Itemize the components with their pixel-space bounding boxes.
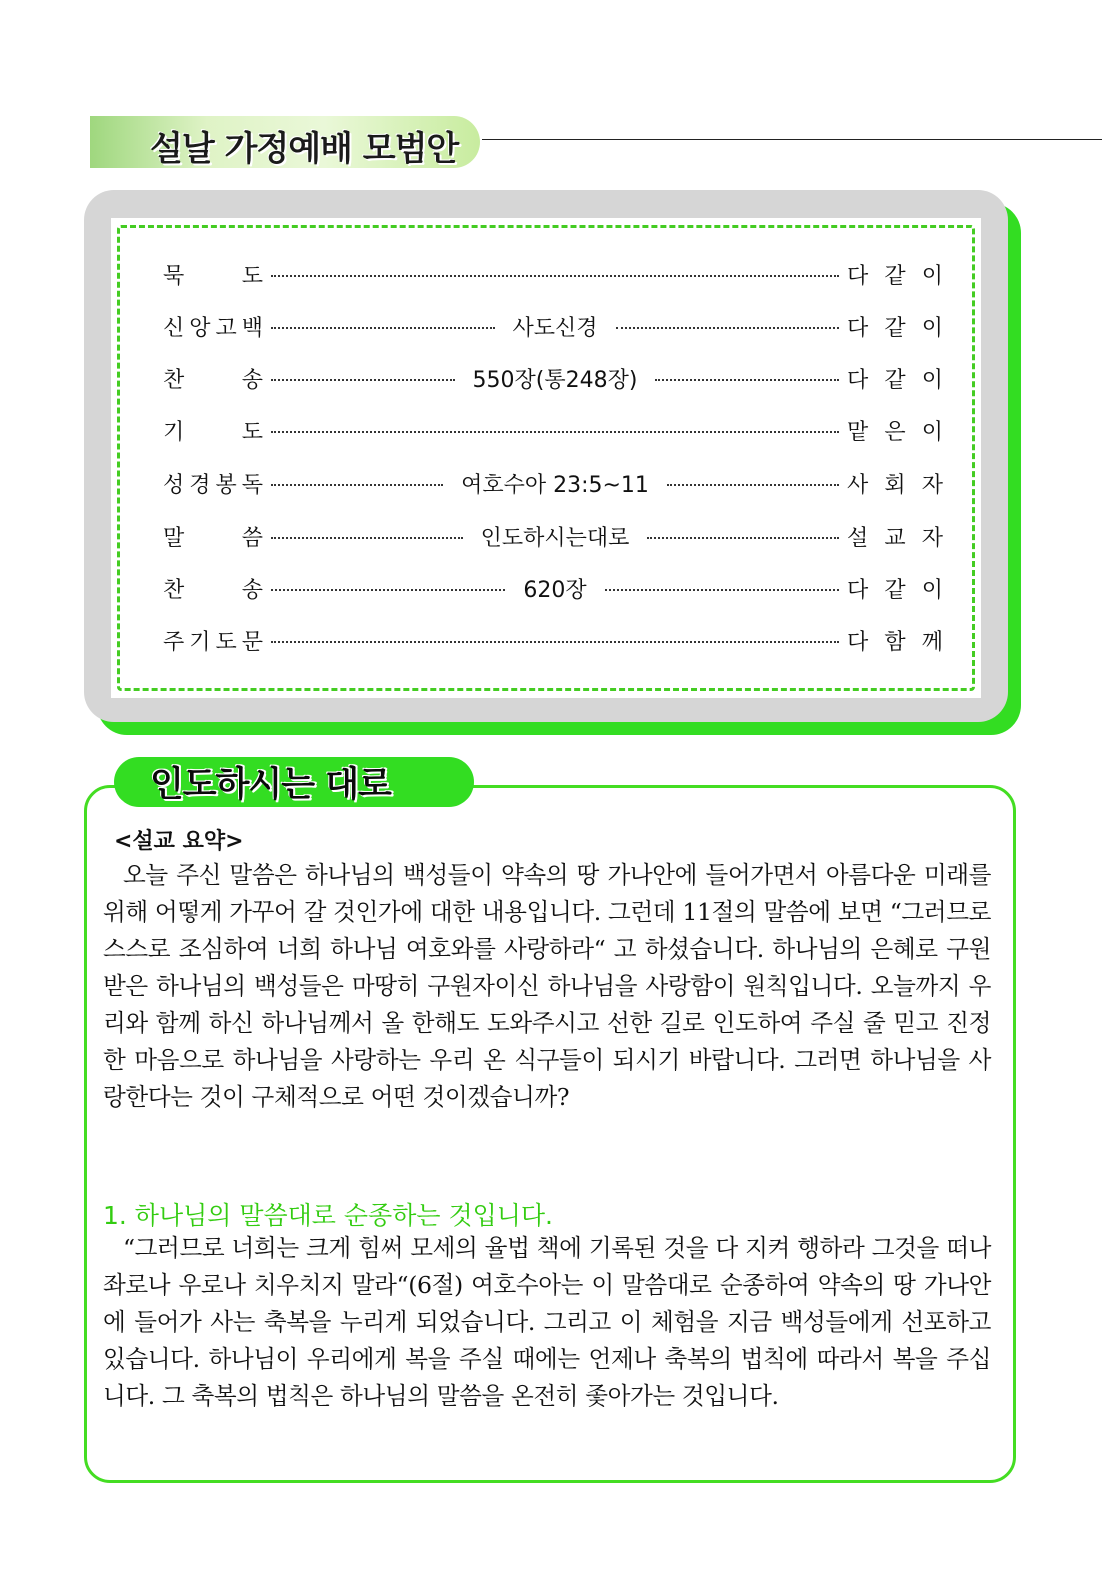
section-heading-1: 1. 하나님의 말씀대로 순종하는 것입니다. xyxy=(103,1201,553,1230)
order-leader: 맡 은 이 xyxy=(847,419,943,445)
page-title: 설날 가정예배 모범안 xyxy=(150,129,459,169)
order-part-label: 신 앙 고 백 xyxy=(163,315,263,341)
order-part-label: 찬 송 xyxy=(163,577,263,603)
order-leader: 설 교 자 xyxy=(847,525,943,551)
order-row xyxy=(163,254,943,294)
order-leader: 다 같 이 xyxy=(847,577,943,603)
order-row xyxy=(163,410,943,450)
order-row xyxy=(163,463,943,503)
sermon-summary-text: 오늘 주신 말씀은 하나님의 백성들이 약속의 땅 가나안에 들어가면서 아름다운 미래를 위해 어떻게 가꾸어 갈 것인가에 대한 내용입니다. 그런데 11절의 말씀에 보면 “그러므로 스스로 조심하여 너희 하나님 여호와를 사랑하라“ 고 하셨습니다. 하나님의 은혜로 구원받은 하나님의 백성들은 마땅히 구원자이신 하나님을 사랑함이 원칙입니다. 오늘까지 우리와 함께 하신 하나님께서 올 한해도 도와주시고 선한 길로 인도하여 주실 줄 믿고 진정한 마음으로 하나님을 사랑하는 우리 온 식구들이 되시기 바랍니다. 그러면 하나님을 사랑한다는 것이 구체적으로 어떤 것이겠습니까? xyxy=(103,861,991,1111)
dotted-leader xyxy=(667,484,839,486)
dotted-leader xyxy=(647,537,839,539)
order-row xyxy=(163,358,943,398)
dotted-leader xyxy=(271,327,495,329)
dotted-leader xyxy=(271,484,443,486)
order-content: 여호수아 23:5~11 xyxy=(461,472,649,498)
dotted-leader xyxy=(271,641,839,643)
section-body-1: “그러므로 너희는 크게 힘써 모세의 율법 책에 기록된 것을 다 지켜 행하라 그것을 떠나 좌로나 우로나 치우치지 말라“(6절) 여호수아는 이 말씀대로 순종하여 약속의 땅 가나안에 들어가 사는 축복을 누리게 되었습니다. 그리고 이 체험을 지금 백성들에게 선포하고 있습니다. 하나님이 우리에게 복을 주실 때에는 언제나 축복의 법칙에 따라서 복을 주십니다. 그 축복의 법칙은 하나님의 말씀을 온전히 좇아가는 것입니다. xyxy=(103,1234,991,1410)
order-part-label: 말 씀 xyxy=(163,525,263,551)
order-part-label: 찬 송 xyxy=(163,367,263,393)
order-part-label: 기 도 xyxy=(163,419,263,445)
dotted-leader xyxy=(271,379,455,381)
dotted-leader xyxy=(271,431,839,433)
title-divider xyxy=(482,139,1102,140)
dotted-leader xyxy=(616,327,840,329)
sermon-summary-label: <설교 요약> xyxy=(114,829,244,854)
order-row xyxy=(163,306,943,346)
order-leader: 다 같 이 xyxy=(847,367,943,393)
dotted-leader xyxy=(271,589,505,591)
dotted-leader xyxy=(655,379,839,381)
dotted-leader xyxy=(271,537,463,539)
order-leader: 사 회 자 xyxy=(847,472,943,498)
order-part-label: 묵 도 xyxy=(163,263,263,289)
order-content: 사도신경 xyxy=(512,315,598,341)
order-leader: 다 같 이 xyxy=(847,315,943,341)
order-row xyxy=(163,568,943,608)
dotted-leader xyxy=(271,275,839,277)
order-part-label: 성 경 봉 독 xyxy=(163,472,263,498)
order-content: 620장 xyxy=(523,577,587,603)
order-row xyxy=(163,516,943,556)
order-leader: 다 함 께 xyxy=(847,629,943,655)
sermon-title: 인도하시는 대로 xyxy=(150,765,391,805)
order-content: 인도하시는대로 xyxy=(480,525,630,551)
order-row xyxy=(163,620,943,660)
dotted-leader xyxy=(605,589,839,591)
order-leader: 다 같 이 xyxy=(847,263,943,289)
order-content: 550장(통248장) xyxy=(472,367,638,393)
order-part-label: 주 기 도 문 xyxy=(163,629,263,655)
